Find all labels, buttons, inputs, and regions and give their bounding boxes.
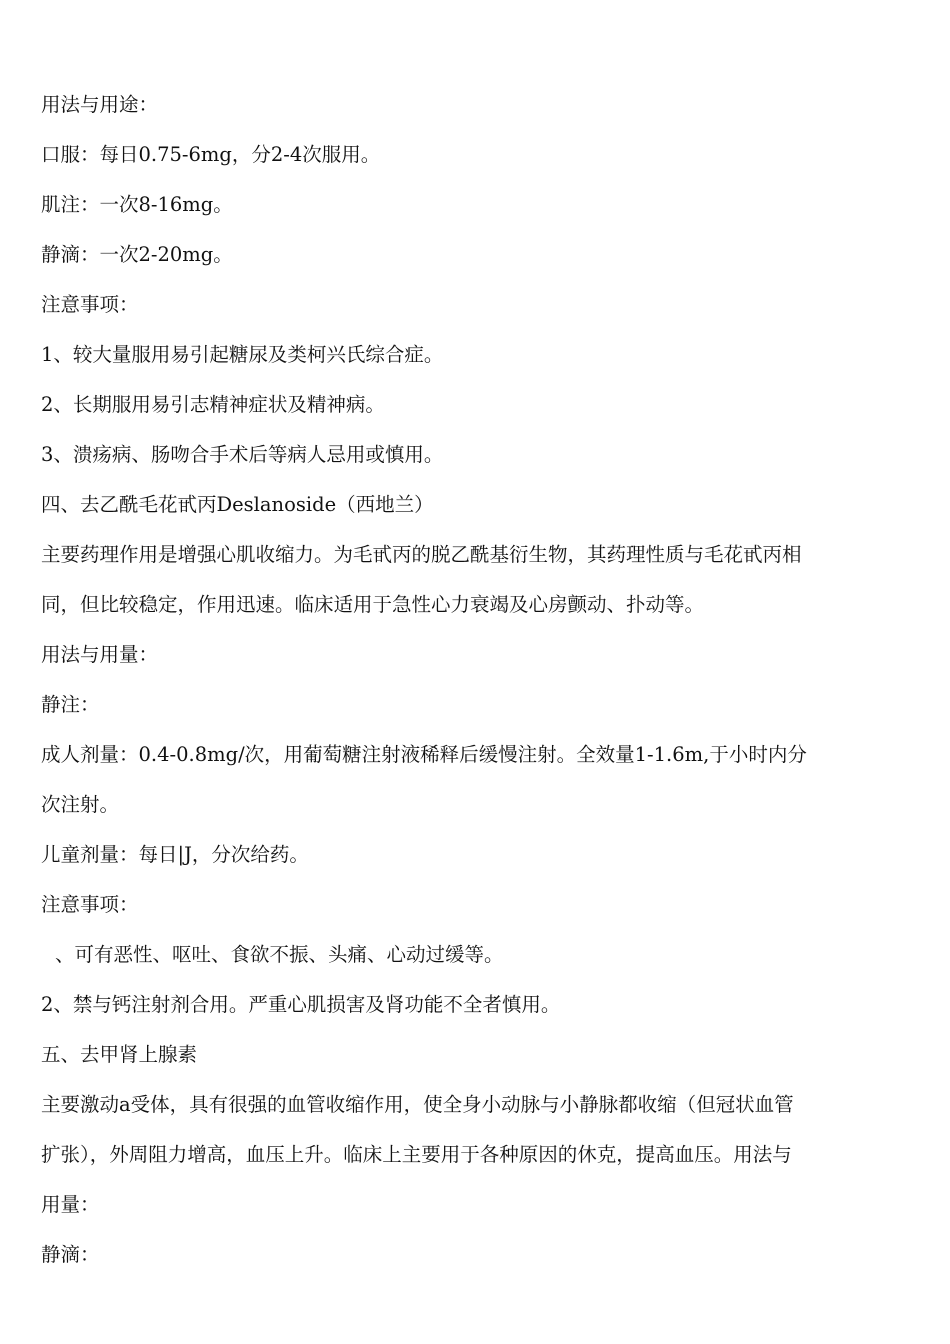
document-page xyxy=(41,80,913,1280)
list-item: 3、溃疡病、肠吻合手术后等病人忌用或慎用。 xyxy=(41,443,444,466)
paragraph-line: 主要药理作用是增强心肌收缩力。为毛甙丙的脱乙酰基衍生物，其药理性质与毛花甙丙相 xyxy=(41,543,802,566)
drug-heading: 五、去甲肾上腺素 xyxy=(41,1043,198,1066)
paragraph-line: 同，但比较稳定，作用迅速。临床适用于急性心力衰竭及心房颤动、扑动等。 xyxy=(41,593,705,616)
section-heading: 注意事项： xyxy=(41,293,139,316)
paragraph-line: 主要激动a受体，具有很强的血管收缩作用，使全身小动脉与小静脉都收缩（但冠状血管 xyxy=(41,1093,794,1116)
text-line: 口服：每日0.75-6mg，分2-4次服用。 xyxy=(41,143,381,166)
section-heading: 用法与用途： xyxy=(41,93,159,116)
text-line: 儿童剂量：每日|J，分次给药。 xyxy=(41,843,309,866)
list-item: 2、禁与钙注射剂合用。严重心肌损害及肾功能不全者慎用。 xyxy=(41,993,561,1016)
section-heading: 用法与用量： xyxy=(41,643,159,666)
list-item: 1、较大量服用易引起糖尿及类柯兴氏综合症。 xyxy=(41,343,444,366)
list-item: 2、长期服用易引志精神症状及精神病。 xyxy=(41,393,385,416)
paragraph-line: 用量： xyxy=(41,1193,100,1216)
paragraph-line: 扩张），外周阻力增高，血压上升。临床上主要用于各种原因的休克，提高血压。用法与 xyxy=(41,1143,792,1166)
text-line: 静滴： xyxy=(41,1243,100,1266)
text-line: 静滴：一次2-20mg。 xyxy=(41,243,233,266)
text-line: 肌注：一次8-16mg。 xyxy=(41,193,233,216)
section-heading: 注意事项： xyxy=(41,893,139,916)
drug-heading: 四、去乙酰毛花甙丙Deslanoside（西地兰） xyxy=(41,493,434,516)
list-item: 、可有恶性、呕吐、食欲不振、头痛、心动过缓等。 xyxy=(55,943,504,966)
text-line: 静注： xyxy=(41,693,100,716)
paragraph-line: 次注射。 xyxy=(41,793,120,816)
paragraph-line: 成人剂量：0.4-0.8mg/次，用葡萄糖注射液稀释后缓慢注射。全效量1-1.6m,于小时内分 xyxy=(41,743,807,766)
